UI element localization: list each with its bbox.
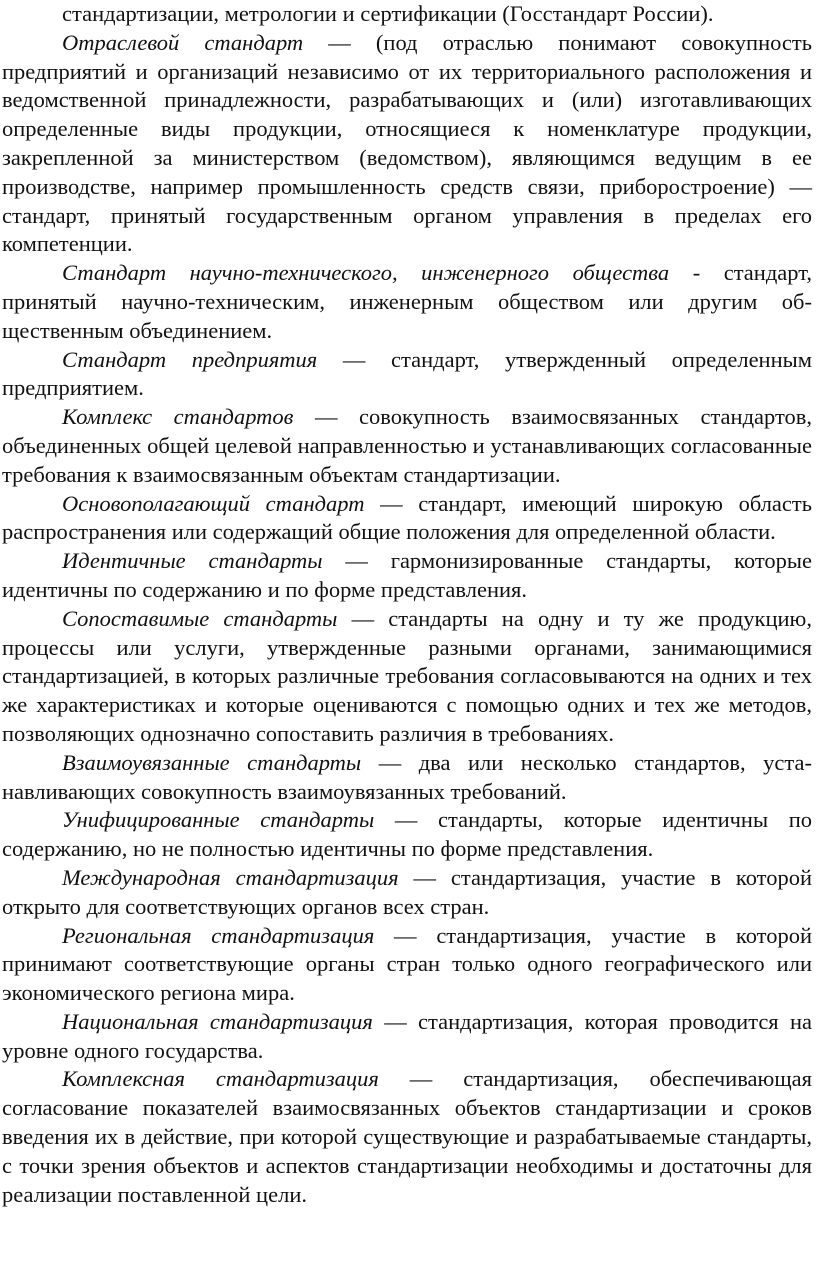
definition-text: — (под отраслью понимают совокупность предприятий и организаций независимо от их территориального расположения и ведомственной принадлежности, разрабатывающих и (или) изготавливающих определенные виды продукции, относящиеся к номенклатуре продукции, закрепленной за министерством (ведомством), являющимся ведущим в ее производстве, например промышленность средств связи, приборостроение) — стандарт, принятый государственным органом управления в пределах его компетенции. — [2, 29, 812, 257]
definition-text: — стандартизация, участие в которой принимают соответствующие органы стран только одного географического или экономического региона мира. — [2, 922, 813, 1006]
definition-text: — стандарт, имеющий широкую область распространения или содержащий общие положения для определенной области. — [2, 490, 813, 545]
term-label: Комплексная стандартизация — [62, 1066, 379, 1092]
definition-text: — стандарты на одну и ту же продукцию, процессы или услуги, утвержденные разными органами, занимающимися стандартизацией, в которых различные требования согласовываются на одних и тех же характеристиках и которые оцениваются с помощью одних и тех же методов, позволяющих однозначно сопоставить различия в требованиях. — [2, 605, 812, 746]
paragraph-complex-standardization — [2, 1065, 812, 1209]
paragraph-international-standardization — [2, 864, 812, 922]
definition-text: — стандартизация, участие в которой открыто для соответствующих органов всех стран. — [2, 864, 812, 919]
paragraph-interlinked-standards — [2, 749, 812, 807]
definition-text: - стандарт, принятый научно-техническим, инженерным обществом или другим общественным объединением. — [2, 260, 812, 343]
definition-text: — два или несколько стандартов, устанавливающих совокупность взаимоувязанных требований. — [2, 749, 813, 804]
term-label: Взаимоувязанные стандарты — [62, 749, 362, 775]
paragraph-identical-standards — [2, 547, 812, 605]
definition-text: — стандартизация, которая проводится на уровне одного государства. — [2, 1008, 813, 1063]
term-label: Национальная стандартизация — [62, 1008, 373, 1034]
term-label: Основополагающий стандарт — [62, 490, 365, 516]
definition-text: — стандарты, которые идентичны по содержанию, но не полностью идентичны по форме представления. — [2, 807, 812, 862]
term-label: Идентичные стандарты — [62, 548, 323, 574]
paragraph-comparable-standards — [2, 605, 812, 749]
paragraph-national-standardization — [2, 1008, 812, 1066]
paragraph-text: стандартизации, метрологии и сертификации (Госстандарт России). — [62, 1, 714, 26]
paragraph-standards-complex — [2, 403, 812, 489]
paragraph-gosstandart — [2, 0, 812, 29]
term-label: Международная стандартизация — [62, 864, 399, 890]
term-label: Региональная стандартизация — [62, 922, 375, 948]
definition-text: — стандарт, утвержденный определенным предприятием. — [2, 346, 812, 401]
term-label: Сопоставимые стандарты — [62, 605, 338, 631]
term-label: Стандарт научно-технического, инженерного общества — [62, 260, 670, 286]
paragraph-unified-standards — [2, 806, 812, 864]
term-label: Отраслевой стандарт — [62, 29, 304, 55]
paragraph-fundamental-standard — [2, 490, 812, 548]
paragraph-industry-standard — [2, 29, 812, 259]
term-label: Стандарт предприятия — [62, 346, 318, 372]
paragraph-society-standard — [2, 259, 812, 345]
paragraph-enterprise-standard — [2, 346, 812, 404]
definition-text: — гармонизированные стандарты, которые идентичны по содержанию и по форме представления. — [2, 548, 812, 602]
paragraph-regional-standardization — [2, 922, 812, 1008]
definition-text: — совокупность взаимосвязанных стандартов, объединенных общей целевой направленностью и устанавливающих согласованные требования к взаимосвязанным объектам стандартизации. — [2, 404, 812, 487]
definition-text: — стандартизация, обеспечивающая согласование показателей взаимосвязанных объектов стандартизации и сроков введения их в действие, при которой существующие и разрабатываемые стандарты, с точки зрения объектов и аспектов стандартизации необходимы и достаточны для реализации поставленной цели. — [2, 1066, 813, 1207]
term-label: Комплекс стандартов — [62, 404, 294, 430]
term-label: Унифицированные стандарты — [62, 807, 375, 833]
